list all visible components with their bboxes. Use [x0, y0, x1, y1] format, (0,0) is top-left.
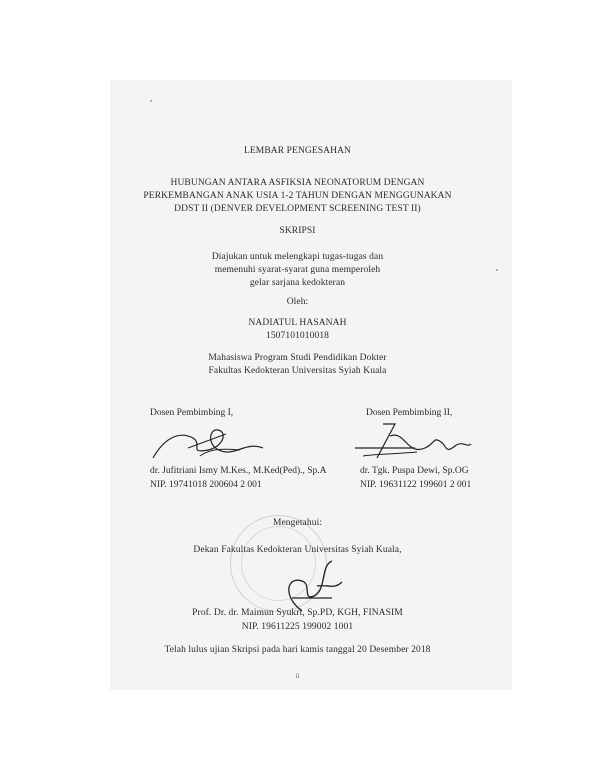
- by-label: Oleh:: [286, 297, 309, 307]
- affiliation-line2: Fakultas Kedokteran Universitas Syiah Kuala: [208, 366, 387, 376]
- page-title: LEMBAR PENGESAHAN: [244, 146, 351, 156]
- dean-signature: [272, 556, 352, 616]
- document-type: SKRIPSI: [279, 226, 316, 236]
- thesis-title-line2: PERKEMBANGAN ANAK USIA 1-2 TAHUN DENGAN MENGGUNAKAN: [143, 191, 452, 201]
- dean-nip: NIP. 19611225 199002 1001: [241, 622, 354, 632]
- affiliation-line1: Mahasiswa Program Studi Pendidikan Dokter: [208, 353, 387, 363]
- supervisor2-role: Dosen Pembimbing II,: [366, 408, 453, 418]
- thesis-title-line1: HUBUNGAN ANTARA ASFIKSIA NEONATORUM DENGAN: [170, 178, 425, 188]
- supervisor2-nip: NIP. 19631122 199601 2 001: [360, 480, 472, 490]
- scan-speck: [496, 269, 498, 271]
- exam-note: Telah lulus ujian Skripsi pada hari kamis tanggal 20 Desember 2018: [164, 645, 431, 655]
- supervisor2-signature: [345, 418, 475, 463]
- purpose-line1: Diajukan untuk melengkapi tugas-tugas dan: [211, 252, 384, 262]
- purpose-line2: memenuhi syarat-syarat guna memperoleh: [214, 265, 381, 275]
- page-number: ii: [295, 672, 300, 680]
- supervisor1-signature: [148, 420, 268, 465]
- supervisor1-role: Dosen Pembimbing I,: [150, 408, 234, 418]
- supervisor1-nip: NIP. 19741018 200604 2 001: [150, 480, 262, 490]
- approval-label: Mengetahui:: [272, 518, 323, 528]
- supervisor2-name: dr. Tgk. Puspa Dewi, Sp.OG: [360, 466, 469, 476]
- author-name: NADIATUL HASANAH: [248, 318, 347, 328]
- scan-speck: [150, 100, 152, 102]
- dean-role: Dekan Fakultas Kedokteran Universitas Syiah Kuala,: [193, 545, 402, 555]
- thesis-title-line3: DDST II (DENVER DEVELOPMENT SCREENING TEST II): [174, 204, 421, 214]
- supervisor1-name: dr. Jufitriani Ismy M.Kes., M.Ked(Ped)., Sp.A: [150, 466, 327, 476]
- dean-name: Prof. Dr. dr. Maimun Syukri, Sp.PD, KGH, FINASIM: [192, 608, 403, 618]
- purpose-line3: gelar sarjana kedokteran: [249, 278, 346, 288]
- author-nim: 1507101010018: [265, 331, 330, 341]
